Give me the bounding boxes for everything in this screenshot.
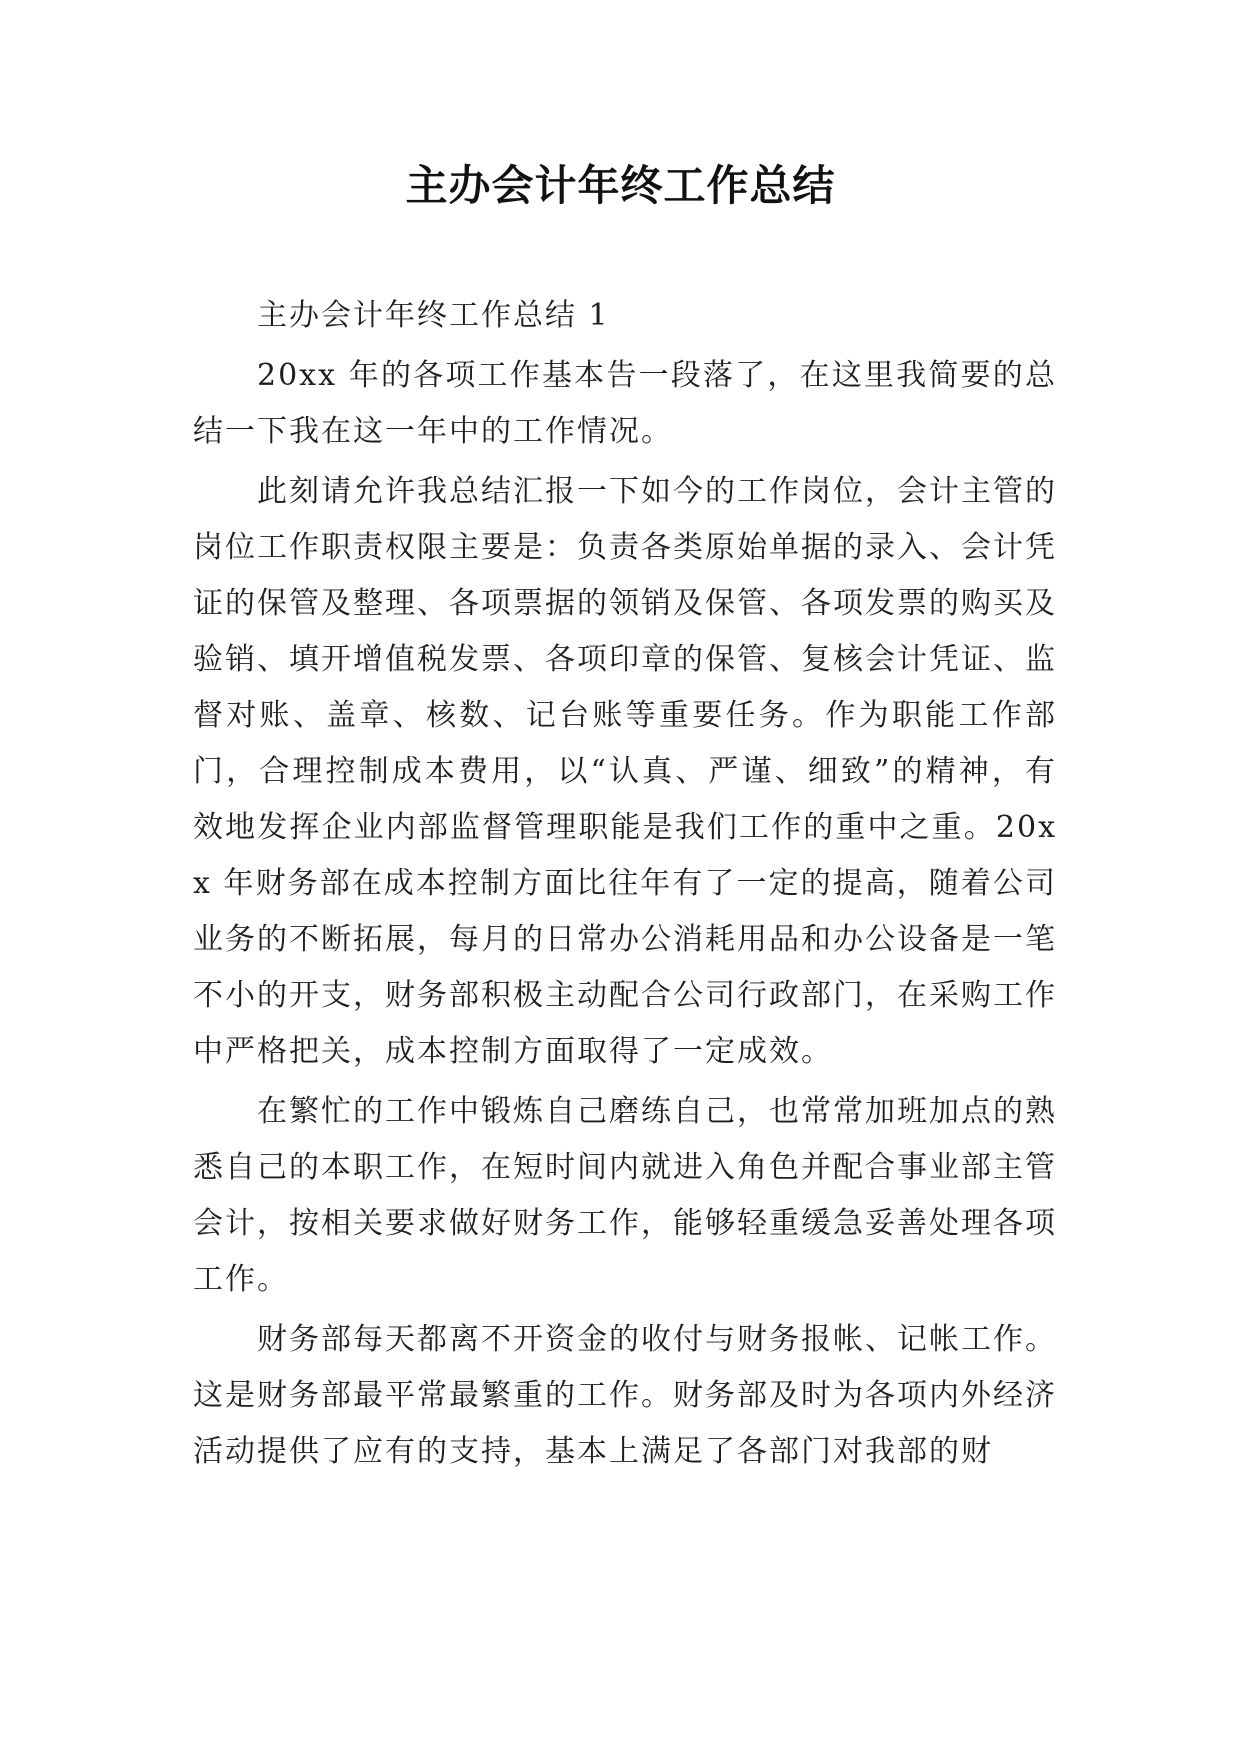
paragraph-1: 20xx 年的各项工作基本告一段落了，在这里我简要的总结一下我在这一年中的工作情况。 [193,358,1057,449]
section-heading: 主办会计年终工作总结 1 [257,298,610,333]
paragraph-3: 在繁忙的工作中锻炼自己磨练自己，也常常加班加点的熟悉自己的本职工作，在短时间内就进入角色并配合事业部主管会计，按相关要求做好财务工作，能够轻重缓急妥善处理各项工作。 [193,1094,1057,1297]
document-title: 主办会计年终工作总结 [405,161,836,210]
document-body [193,288,1057,1480]
paragraph-4: 财务部每天都离不开资金的收付与财务报帐、记帐工作。这是财务部最平常最繁重的工作。财务部及时为各项内外经济活动提供了应有的支持，基本上满足了各部门对我部的财 [193,1322,1057,1469]
paragraph-2: 此刻请允许我总结汇报一下如今的工作岗位，会计主管的岗位工作职责权限主要是：负责各类原始单据的录入、会计凭证的保管及整理、各项票据的领销及保管、各项发票的购买及验销、填开增值税发票、各项印章的保管、复核会计凭证、监督对账、盖章、核数、记台账等重要任务。作为职能工作部门，合理控制成本费用，以“认真、严谨、细致”的精神，有效地发挥企业内部监督管理职能是我们工作的重中之重。20xx 年财务部在成本控制方面比往年有了一定的提高，随着公司业务的不断拓展，每月的日常办公消耗用品和办公设备是一笔不小的开支，财务部积极主动配合公司行政部门，在采购工作中严格把关，成本控制方面取得了一定成效。 [193,474,1057,1069]
